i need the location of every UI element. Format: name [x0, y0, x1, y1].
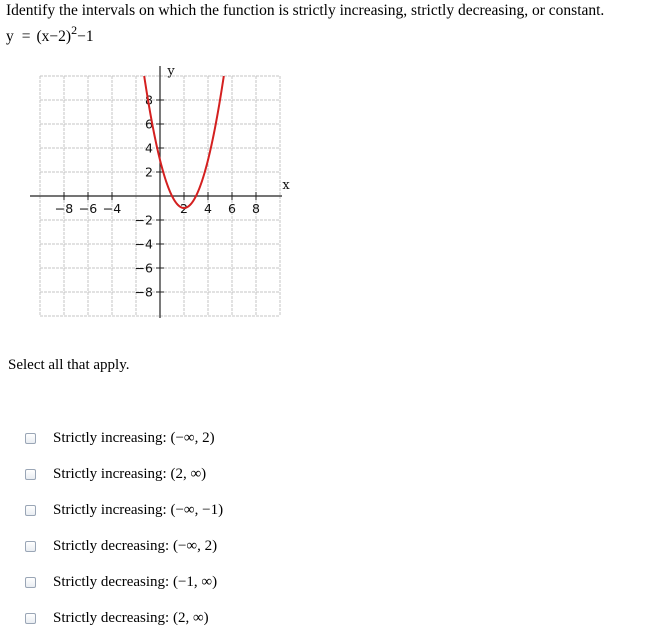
- y-tick-label: 2: [145, 164, 153, 180]
- equation-base: (x−2): [36, 28, 72, 46]
- y-tick-label: −8: [134, 284, 153, 300]
- option-decreasing-neg-inf-to-2[interactable]: [25, 534, 217, 558]
- y-tick-label: −2: [134, 212, 153, 228]
- option-label[interactable]: Strictly decreasing: (−1, ∞): [53, 573, 218, 590]
- option-increasing-neg-inf-to-neg1[interactable]: [25, 498, 223, 522]
- option-increasing-neg-inf-to-2[interactable]: [25, 426, 215, 450]
- y-axis-label: y: [167, 66, 175, 79]
- function-graph: [30, 66, 302, 326]
- function-equation: [6, 20, 94, 48]
- option-label[interactable]: Strictly increasing: (−∞, 2): [53, 429, 215, 446]
- x-tick-label: 2: [180, 201, 188, 216]
- axes: [30, 66, 282, 318]
- equation-exponent: 2: [71, 23, 78, 37]
- y-tick-label: 8: [145, 92, 153, 108]
- y-tick-label: 6: [145, 116, 153, 132]
- checkbox[interactable]: [25, 541, 36, 552]
- y-tick-label: −4: [134, 236, 153, 252]
- x-tick-label: 6: [228, 201, 236, 216]
- y-tick-label: −6: [134, 260, 153, 276]
- tick-labels: [55, 66, 291, 300]
- option-decreasing-2-to-inf[interactable]: [25, 606, 209, 630]
- equation-lhs: y: [6, 28, 14, 46]
- option-label[interactable]: Strictly increasing: (−∞, −1): [53, 501, 224, 518]
- option-label[interactable]: Strictly decreasing: (2, ∞): [53, 609, 209, 626]
- option-decreasing-neg1-to-inf[interactable]: [25, 570, 217, 594]
- checkbox[interactable]: [25, 577, 36, 588]
- option-increasing-2-to-inf[interactable]: [25, 462, 206, 486]
- checkbox[interactable]: [25, 469, 36, 480]
- x-tick-label: −4: [102, 201, 122, 216]
- select-all-prompt: Select all that apply.: [8, 357, 130, 373]
- checkbox[interactable]: [25, 505, 36, 516]
- x-tick-label: 8: [252, 201, 260, 216]
- equation-equals: =: [21, 28, 31, 46]
- equation-tail: −1: [77, 28, 94, 46]
- x-tick-label: −6: [78, 201, 98, 216]
- option-label[interactable]: Strictly decreasing: (−∞, 2): [53, 537, 218, 554]
- checkbox[interactable]: [25, 613, 36, 624]
- x-tick-label: −8: [54, 201, 74, 216]
- question-text: Identify the intervals on which the function is strictly increasing, strictly decreasing, or constant.: [6, 2, 605, 19]
- y-tick-label: 4: [145, 140, 153, 156]
- x-axis-label: x: [282, 178, 290, 193]
- option-label[interactable]: Strictly increasing: (2, ∞): [53, 465, 207, 482]
- x-tick-label: 4: [204, 201, 212, 216]
- checkbox[interactable]: [25, 433, 36, 444]
